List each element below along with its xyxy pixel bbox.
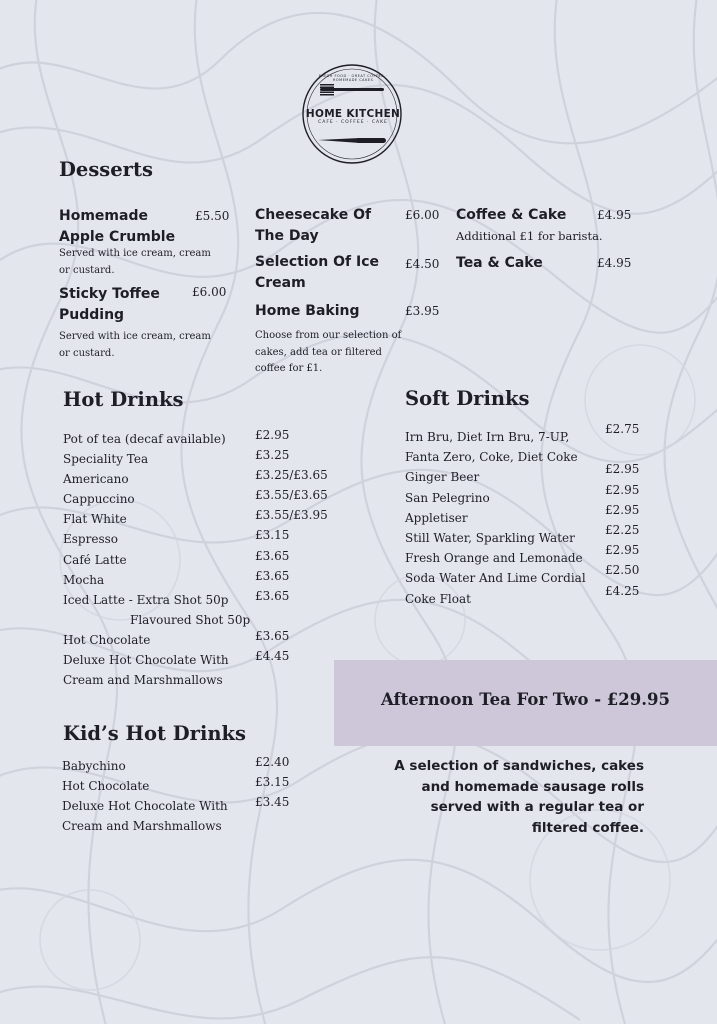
item-name: Deluxe Hot Chocolate With bbox=[62, 799, 228, 814]
dessert-item-desc: Additional £1 for barista. bbox=[456, 229, 603, 243]
logo-title: HOME KITCHEN bbox=[305, 108, 401, 120]
item-price: £2.95 bbox=[605, 462, 640, 477]
dessert-item-name: Home Baking bbox=[255, 303, 360, 319]
item-name: Coke Float bbox=[405, 591, 471, 606]
item-price: £2.25 bbox=[605, 522, 640, 537]
dessert-item-name: Tea & Cake bbox=[456, 255, 543, 271]
item-price: £3.65 bbox=[255, 588, 290, 603]
dessert-item-name: Selection Of Ice Cream bbox=[255, 254, 379, 291]
dessert-item-price: £3.95 bbox=[405, 304, 440, 318]
list-item bbox=[63, 589, 343, 609]
item-price: £3.55/£3.95 bbox=[255, 508, 328, 523]
list-item bbox=[62, 775, 342, 795]
fork-icon bbox=[320, 84, 384, 96]
list-item bbox=[62, 755, 342, 775]
item-name: Hot Chocolate bbox=[63, 632, 151, 647]
list-item bbox=[62, 815, 342, 835]
item-price: £3.65 bbox=[255, 548, 290, 563]
item-name: Hot Chocolate bbox=[62, 779, 150, 794]
item-name: Speciality Tea bbox=[63, 452, 149, 467]
dessert-item-name: Coffee & Cake bbox=[456, 207, 567, 223]
list-item bbox=[63, 649, 343, 669]
item-price: £3.15 bbox=[255, 775, 290, 790]
list-item bbox=[63, 528, 343, 548]
dessert-item-desc: Served with ice cream, cream or custard. bbox=[59, 248, 211, 276]
item-price: £2.95 bbox=[605, 482, 640, 497]
list-item bbox=[405, 422, 665, 446]
item-name: San Pelegrino bbox=[405, 490, 490, 505]
item-name: Cream and Marshmallows bbox=[62, 819, 222, 834]
item-name: Mocha bbox=[63, 572, 105, 587]
item-price: £4.25 bbox=[605, 583, 640, 598]
logo-ring-text: FRESH FOOD · GREAT COFFEE · HOMEMADE CAKES bbox=[318, 74, 388, 82]
dessert-item-desc: Choose from our selection of cakes, add tea or filtered coffee for £1. bbox=[255, 330, 402, 374]
kids-hot-drinks-list bbox=[62, 755, 342, 835]
item-name: Pot of tea (decaf available) bbox=[63, 432, 226, 446]
list-item bbox=[63, 629, 343, 649]
dessert-item-price: £4.95 bbox=[597, 208, 632, 222]
kids-hot-drinks-title: Kid’s Hot Drinks bbox=[63, 722, 247, 745]
dessert-item-desc: Served with ice cream, cream or custard. bbox=[59, 331, 211, 359]
item-name: Babychino bbox=[62, 759, 126, 773]
item-price: £3.25/£3.65 bbox=[255, 468, 328, 483]
item-price: £2.75 bbox=[605, 422, 640, 436]
item-name: Flat White bbox=[63, 512, 127, 527]
list-item bbox=[63, 508, 343, 528]
item-price: £2.50 bbox=[605, 563, 640, 578]
item-price: £3.15 bbox=[255, 528, 290, 543]
item-price: £3.65 bbox=[255, 568, 290, 583]
logo-subtitle: CAFE · COFFEE · CAKE bbox=[318, 120, 388, 125]
item-name: Appletiser bbox=[405, 510, 468, 525]
item-name: Fanta Zero, Coke, Diet Coke bbox=[405, 450, 578, 465]
list-item bbox=[63, 428, 343, 448]
item-name: Espresso bbox=[63, 532, 118, 547]
soft-drinks-title: Soft Drinks bbox=[405, 387, 530, 410]
knife-icon bbox=[318, 138, 386, 143]
item-name: Still Water, Sparkling Water bbox=[405, 530, 575, 545]
dessert-item-price: £4.95 bbox=[597, 256, 632, 270]
item-price: £3.25 bbox=[255, 448, 290, 463]
list-item bbox=[62, 795, 342, 815]
list-item bbox=[63, 468, 343, 488]
item-name: Irn Bru, Diet Irn Bru, 7-UP, bbox=[405, 430, 570, 444]
soft-drinks-list bbox=[405, 422, 665, 608]
list-item bbox=[63, 488, 343, 508]
item-name: Cappuccino bbox=[63, 492, 135, 507]
hot-drinks-list bbox=[63, 428, 343, 689]
item-name: Cream and Marshmallows bbox=[63, 673, 223, 688]
dessert-item-price: £6.00 bbox=[192, 285, 227, 299]
dessert-item-price: £4.50 bbox=[405, 257, 440, 271]
afternoon-tea-desc: A selection of sandwiches, cakes and homemade sausage rolls served with a regular tea or filtered coffee. bbox=[394, 758, 644, 836]
item-price: £4.45 bbox=[255, 649, 290, 664]
item-name: Ginger Beer bbox=[405, 470, 480, 485]
item-price: £2.95 bbox=[605, 502, 640, 517]
item-name: Soda Water And Lime Cordial bbox=[405, 571, 586, 586]
dessert-item-price: £5.50 bbox=[195, 209, 230, 223]
list-item bbox=[63, 609, 343, 629]
item-price: £2.40 bbox=[255, 755, 290, 769]
item-name: Iced Latte - Extra Shot 50p bbox=[63, 592, 229, 607]
list-item bbox=[63, 549, 343, 569]
item-price: £3.55/£3.65 bbox=[255, 488, 328, 503]
dessert-item-name: Cheesecake Of The Day bbox=[255, 207, 372, 244]
item-price: £2.95 bbox=[605, 543, 640, 558]
list-item bbox=[63, 569, 343, 589]
hot-drinks-title: Hot Drinks bbox=[63, 388, 184, 411]
desserts-title: Desserts bbox=[59, 158, 153, 181]
list-item bbox=[63, 448, 343, 468]
item-name: Flavoured Shot 50p bbox=[130, 612, 251, 627]
item-name: Fresh Orange and Lemonade bbox=[405, 551, 583, 566]
item-price: £2.95 bbox=[255, 428, 290, 442]
item-name: Deluxe Hot Chocolate With bbox=[63, 653, 229, 668]
dessert-item-price: £6.00 bbox=[405, 208, 440, 222]
item-price: £3.45 bbox=[255, 795, 290, 810]
item-name: Americano bbox=[63, 472, 129, 487]
dessert-item-name: Homemade Apple Crumble bbox=[59, 208, 176, 245]
list-item bbox=[63, 669, 343, 689]
item-price: £3.65 bbox=[255, 628, 290, 643]
afternoon-tea-title: Afternoon Tea For Two - £29.95 bbox=[381, 690, 670, 709]
item-name: Café Latte bbox=[63, 552, 127, 567]
list-item bbox=[405, 583, 665, 608]
dessert-item-name: Sticky Toffee Pudding bbox=[59, 286, 160, 323]
